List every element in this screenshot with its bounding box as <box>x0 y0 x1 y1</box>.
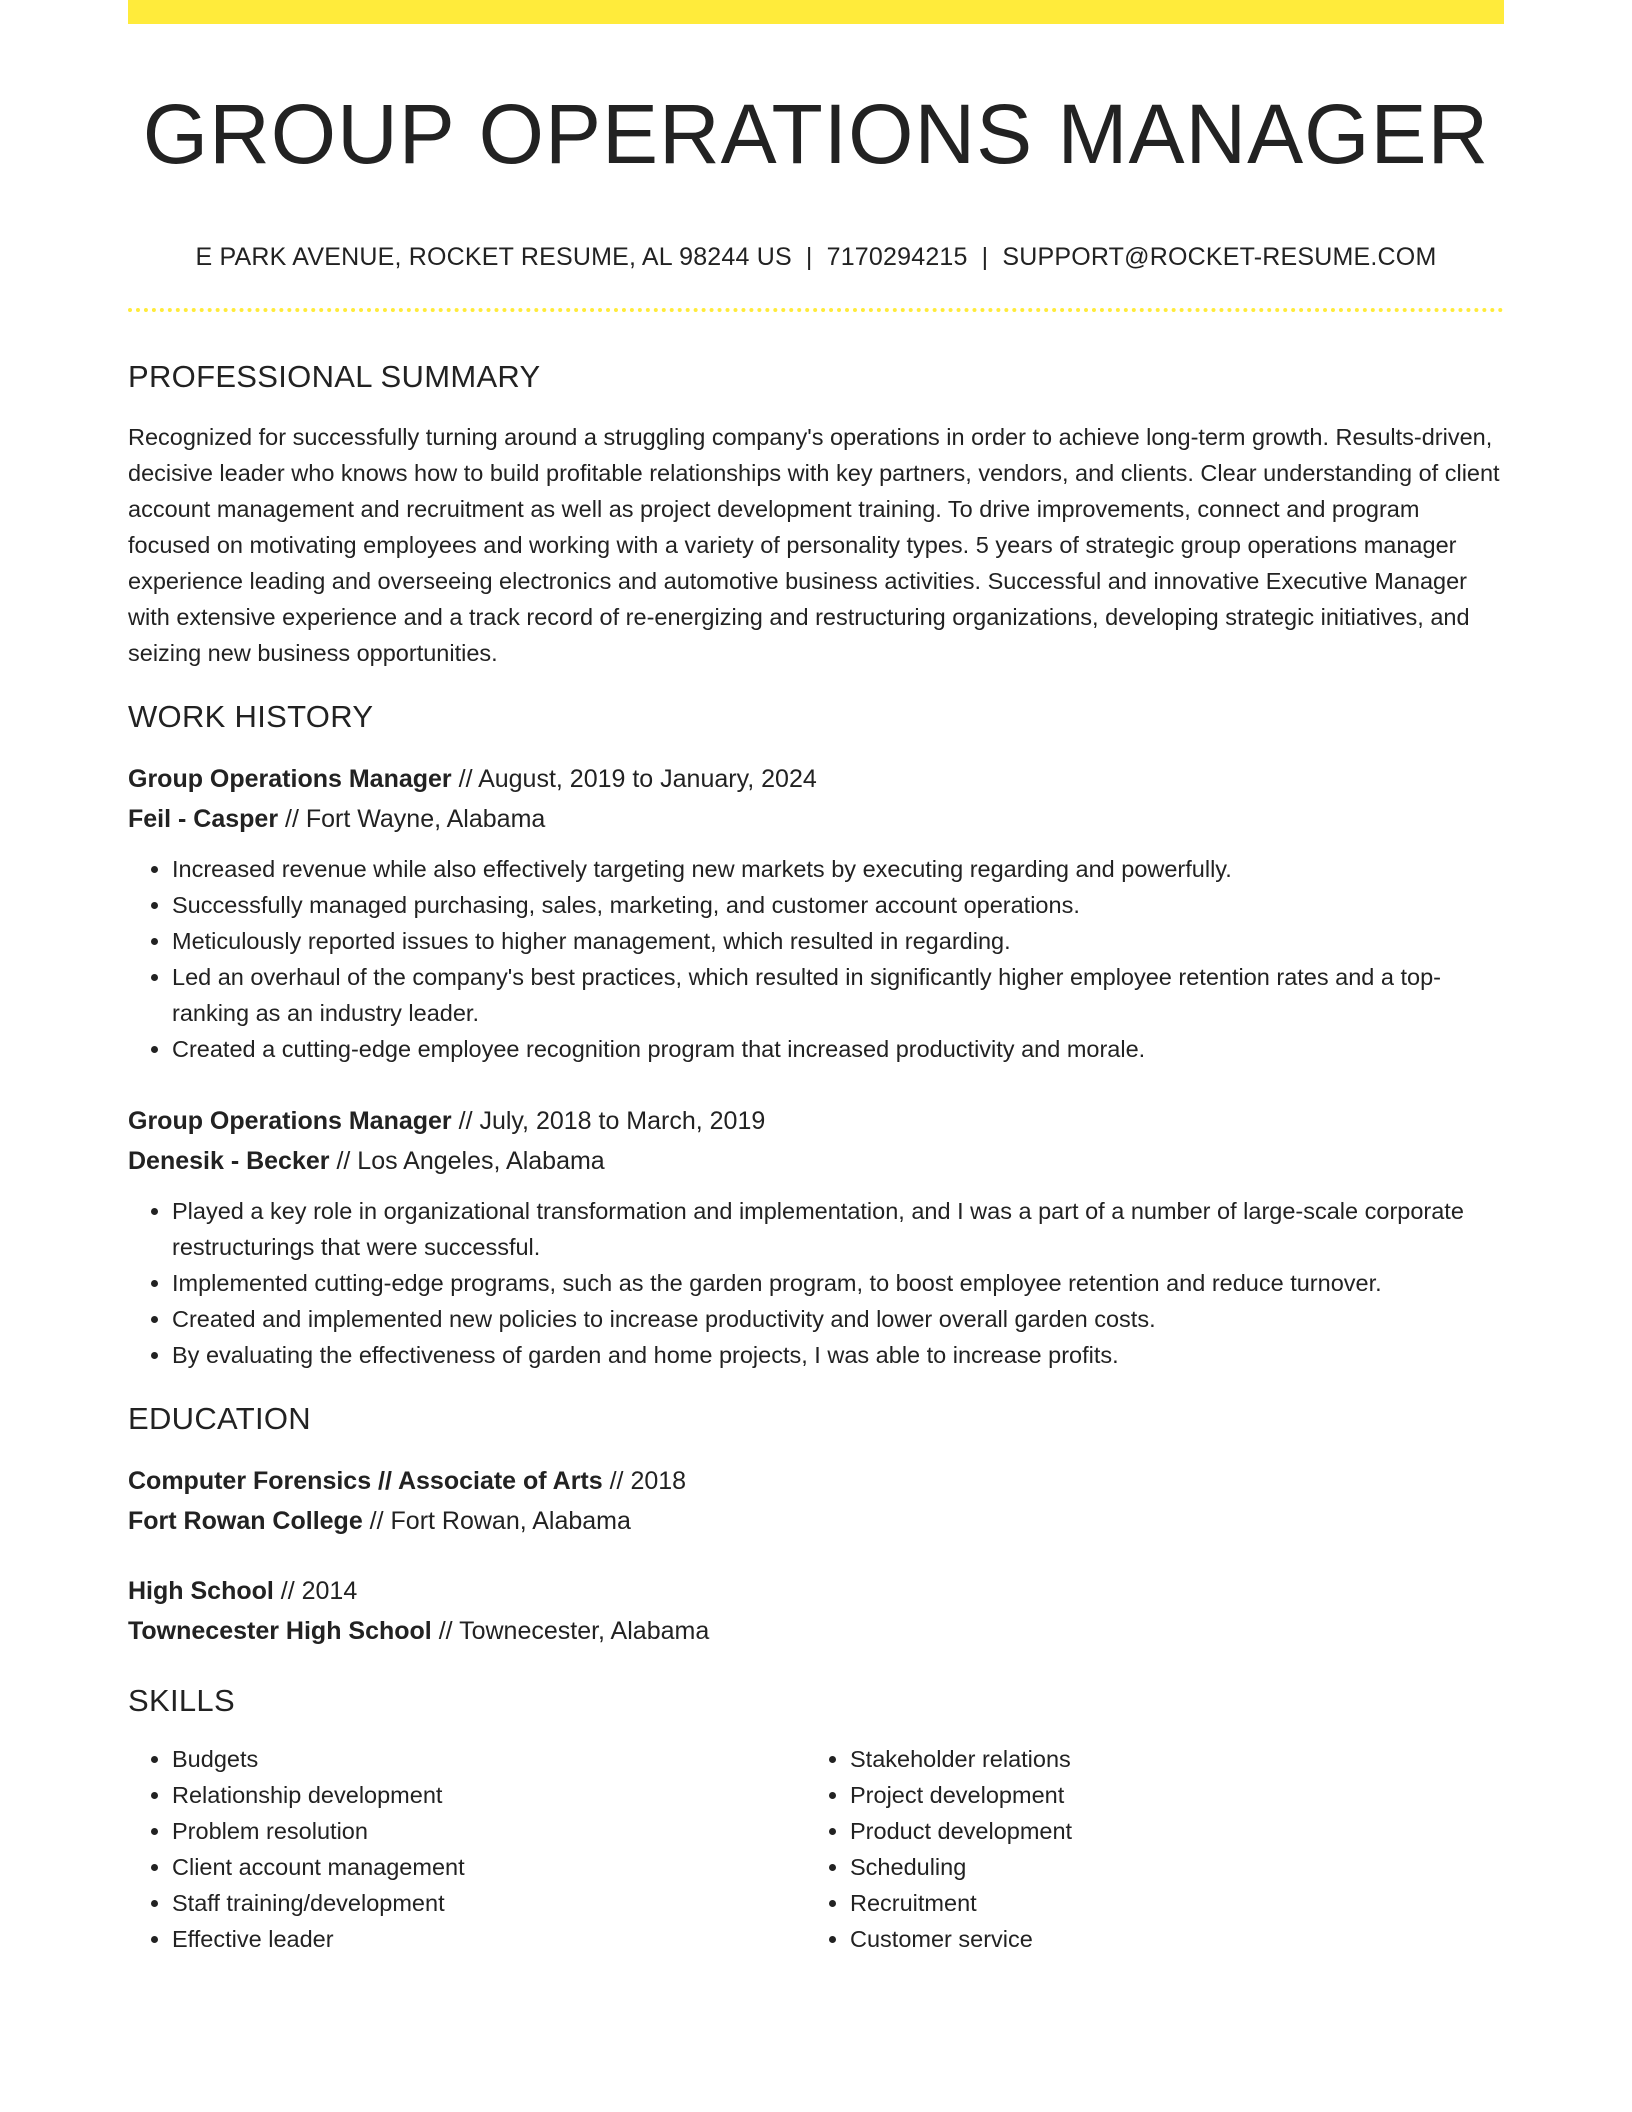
education-degree: High School <box>128 1577 274 1605</box>
job-bullet: • Successfully managed purchasing, sales, marketing, and customer account operations. <box>172 887 1504 923</box>
job-company-line <box>128 1141 1504 1181</box>
education-degree-line <box>128 1461 1504 1501</box>
skill-item: • Relationship development <box>172 1777 806 1813</box>
contact-phone: 7170294215 <box>826 243 968 271</box>
job-dates: // August, 2019 to January, 2024 <box>451 765 817 793</box>
job-bullet: • Implemented cutting-edge programs, such as the garden program, to boost employee retention and reduce turnover. <box>172 1265 1504 1301</box>
education-entry <box>128 1571 1504 1651</box>
skills-list-left <box>128 1741 806 1957</box>
summary-text: Recognized for successfully turning around a struggling company's operations in order to achieve long-term growth. Results-driven, decisive leader who knows how to build profitable relationships with key partners, vendors, and clients. Clear understanding of client account management and recruitment as well as project development training. To drive improvements, connect and program focused on motivating employees and working with a variety of personality types. 5 years of strategic group operations manager experience leading and overseeing electronics and automotive business activities. Successful and innovative Executive Manager with extensive experience and a track record of re-energizing and restructuring organizations, developing strategic initiatives, and seizing new business opportunities. <box>128 424 1500 666</box>
education-school-line <box>128 1501 1504 1541</box>
skills-grid <box>128 1741 1504 1957</box>
job-bullet: • Played a key role in organizational transformation and implementation, and I was a part of a number of large-scale corporate restructurings that were successful. <box>172 1193 1504 1265</box>
job-bullet: • Created a cutting-edge employee recognition program that increased productivity and morale. <box>172 1031 1504 1067</box>
education-year: // 2018 <box>602 1467 687 1495</box>
skill-item: • Recruitment <box>850 1885 1484 1921</box>
job-bullet: • By evaluating the effectiveness of garden and home projects, I was able to increase profits. <box>172 1337 1504 1373</box>
skill-item: • Scheduling <box>850 1849 1484 1885</box>
job-role: Group Operations Manager <box>128 1107 452 1135</box>
job-bullets <box>128 851 1504 1067</box>
job-entry <box>128 759 1504 1067</box>
education-degree-line <box>128 1571 1504 1611</box>
education-heading: EDUCATION <box>128 1401 311 1436</box>
skills-list-right <box>806 1741 1484 1957</box>
job-company: Denesik - Becker <box>128 1147 330 1175</box>
education-school: Fort Rowan College <box>128 1507 363 1535</box>
job-location: // Los Angeles, Alabama <box>329 1147 605 1175</box>
skill-item: • Customer service <box>850 1921 1484 1957</box>
job-bullets <box>128 1193 1504 1373</box>
top-accent-bar <box>128 0 1504 24</box>
skill-item: • Problem resolution <box>172 1813 806 1849</box>
education-location: // Fort Rowan, Alabama <box>362 1507 631 1535</box>
education-school: Townecester High School <box>128 1617 432 1645</box>
job-bullet: • Created and implemented new policies to increase productivity and lower overall garden costs. <box>172 1301 1504 1337</box>
job-company: Feil - Casper <box>128 805 279 833</box>
education-entry <box>128 1461 1504 1541</box>
skill-item: • Product development <box>850 1813 1484 1849</box>
education-location: // Townecester, Alabama <box>431 1617 710 1645</box>
summary-heading: PROFESSIONAL SUMMARY <box>128 359 541 394</box>
skill-item: • Effective leader <box>172 1921 806 1957</box>
contact-address: E PARK AVENUE, ROCKET RESUME, AL 98244 US <box>195 243 792 271</box>
skill-item: • Client account management <box>172 1849 806 1885</box>
job-bullet: • Led an overhaul of the company's best practices, which resulted in significantly higher employee retention rates and a top-ranking as an industry leader. <box>172 959 1504 1031</box>
skill-item: • Project development <box>850 1777 1484 1813</box>
job-bullet: • Increased revenue while also effectively targeting new markets by executing regarding and powerfully. <box>172 851 1504 887</box>
education-year: // 2014 <box>273 1577 358 1605</box>
job-dates: // July, 2018 to March, 2019 <box>451 1107 766 1135</box>
header-divider <box>128 308 1504 312</box>
education-school-line <box>128 1611 1504 1651</box>
resume-name: GROUP OPERATIONS MANAGER <box>142 87 1490 181</box>
contact-line <box>128 242 1504 272</box>
skill-item: • Stakeholder relations <box>850 1741 1484 1777</box>
skills-heading: SKILLS <box>128 1683 235 1718</box>
job-entry <box>128 1101 1504 1373</box>
job-title-line <box>128 1101 1504 1141</box>
skill-item: • Staff training/development <box>172 1885 806 1921</box>
job-bullet: • Meticulously reported issues to higher management, which resulted in regarding. <box>172 923 1504 959</box>
job-location: // Fort Wayne, Alabama <box>278 805 546 833</box>
skill-item: • Budgets <box>172 1741 806 1777</box>
contact-separator: | <box>981 243 989 271</box>
contact-separator: | <box>805 243 813 271</box>
work-history-heading: WORK HISTORY <box>128 699 374 734</box>
job-role: Group Operations Manager <box>128 765 452 793</box>
contact-email: SUPPORT@ROCKET-RESUME.COM <box>1002 243 1437 271</box>
resume-page <box>128 0 1504 1957</box>
education-degree: Computer Forensics // Associate of Arts <box>128 1467 603 1495</box>
job-company-line <box>128 799 1504 839</box>
job-title-line <box>128 759 1504 799</box>
